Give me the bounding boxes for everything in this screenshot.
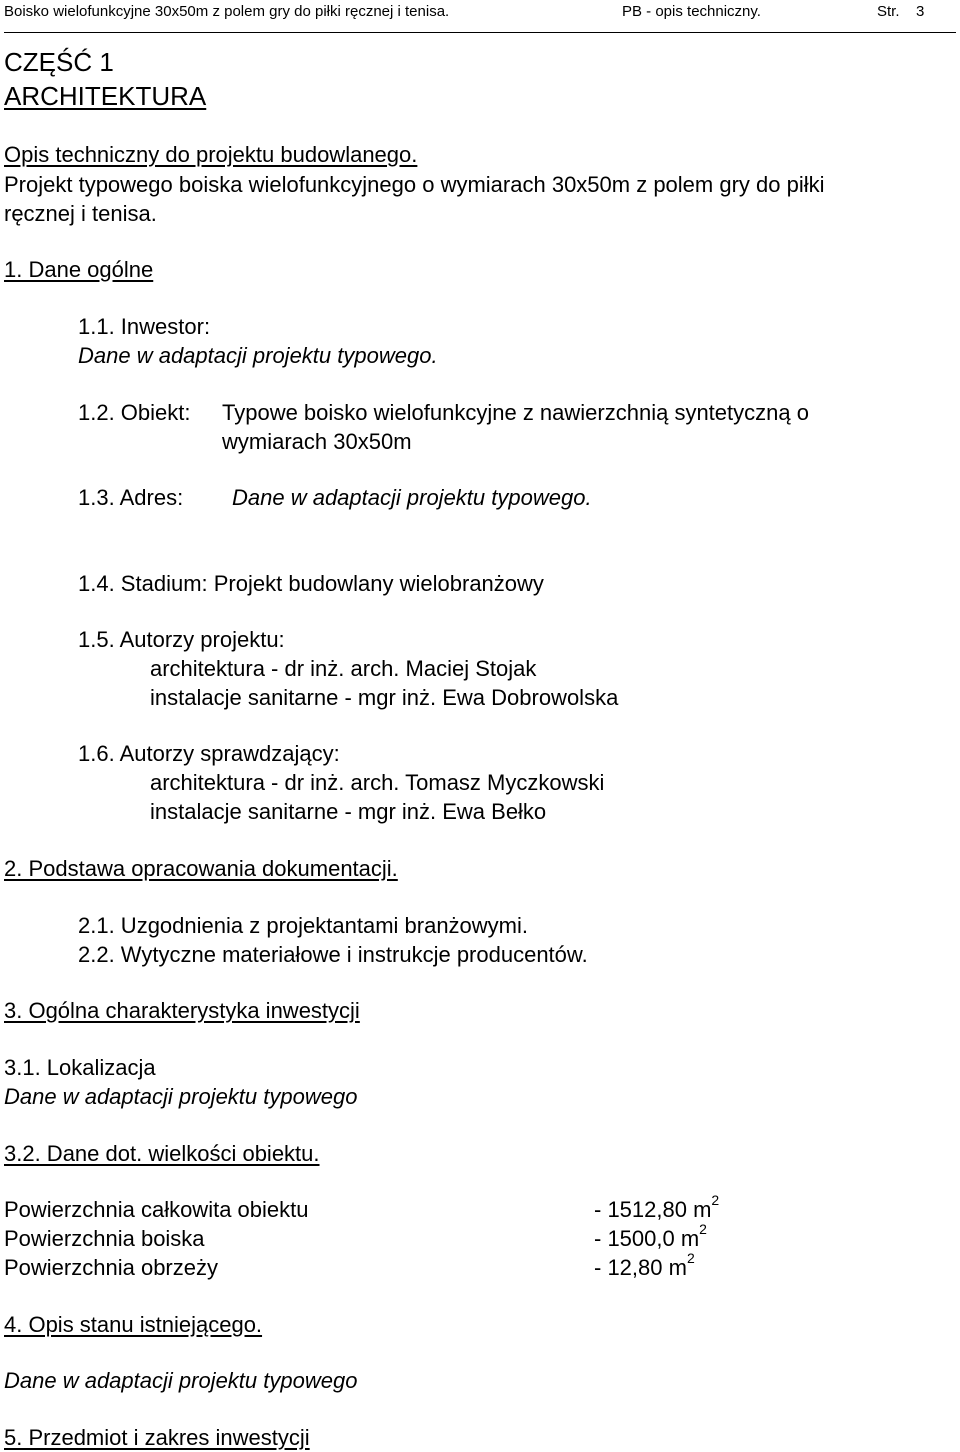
location-value: Dane w adaptacji projektu typowego (4, 1084, 358, 1109)
header-doc-name: Boisko wielofunkcyjne 30x50m z polem gry do piłki ręcznej i tenisa. (4, 3, 450, 20)
header-page-number: 3 (916, 3, 925, 20)
area-total-label: Powierzchnia całkowita obiektu (4, 1197, 309, 1222)
section-2-heading: 2. Podstawa opracowania dokumentacji. (4, 856, 398, 881)
stage-line: 1.4. Stadium: Projekt budowlany wielobranżowy (78, 571, 544, 596)
authors-heading: 1.5. Autorzy projektu: (78, 627, 285, 652)
area-border-label: Powierzchnia obrzeży (4, 1255, 218, 1280)
area-field-label: Powierzchnia boiska (4, 1226, 205, 1251)
object-value-line-1: Typowe boisko wielofunkcyjne z nawierzchnią syntetyczną o (222, 400, 809, 425)
checkers-sanitary: instalacje sanitarne - mgr inż. Ewa Bełko (150, 799, 547, 824)
location-heading: 3.1. Lokalizacja (4, 1055, 156, 1080)
area-total-value: - 1512,80 $m^2$ (594, 1191, 720, 1222)
doc-subtitle-line-1: Projekt typowego boiska wielofunkcyjnego o wymiarach 30x50m z polem gry do piłki (4, 172, 825, 197)
header-doc-type: PB - opis techniczny. (622, 3, 761, 20)
doc-title: Opis techniczny do projektu budowlanego. (4, 142, 418, 167)
investor-value: Dane w adaptacji projektu typowego. (78, 343, 438, 368)
section-4-heading: 4. Opis stanu istniejącego. (4, 1312, 263, 1337)
object-value-line-2: wymiarach 30x50m (222, 429, 412, 454)
part-number: CZĘŚĆ 1 (4, 47, 114, 77)
size-heading: 3.2. Dane dot. wielkości obiektu. (4, 1141, 320, 1166)
section-1-heading: 1. Dane ogólne (4, 257, 154, 282)
header-page-label: Str. (877, 3, 900, 20)
doc-subtitle-line-2: ręcznej i tenisa. (4, 201, 157, 226)
investor-label: 1.1. Inwestor: (78, 314, 211, 339)
part-title: ARCHITEKTURA (4, 81, 207, 111)
checkers-architecture: architektura - dr inż. arch. Tomasz Myczkowski (150, 770, 605, 795)
section-2-item-2: 2.2. Wytyczne materiałowe i instrukcje producentów. (78, 942, 588, 967)
checkers-heading: 1.6. Autorzy sprawdzający: (78, 741, 340, 766)
area-border-value: - 12,80 $m^2$ (594, 1249, 695, 1280)
page-header (4, 0, 956, 33)
address-value: Dane w adaptacji projektu typowego. (232, 485, 592, 510)
section-3-heading: 3. Ogólna charakterystyka inwestycji (4, 998, 360, 1023)
section-4-value: Dane w adaptacji projektu typowego (4, 1368, 358, 1393)
area-field-value: - 1500,0 $m^2$ (594, 1220, 707, 1251)
section-5-heading: 5. Przedmiot i zakres inwestycji (4, 1425, 310, 1450)
section-2-item-1: 2.1. Uzgodnienia z projektantami branżowymi. (78, 913, 529, 938)
object-label: 1.2. Obiekt: (78, 400, 191, 425)
address-label: 1.3. Adres: (78, 485, 184, 510)
authors-sanitary: instalacje sanitarne - mgr inż. Ewa Dobrowolska (150, 685, 619, 710)
authors-architecture: architektura - dr inż. arch. Maciej Stojak (150, 656, 537, 681)
